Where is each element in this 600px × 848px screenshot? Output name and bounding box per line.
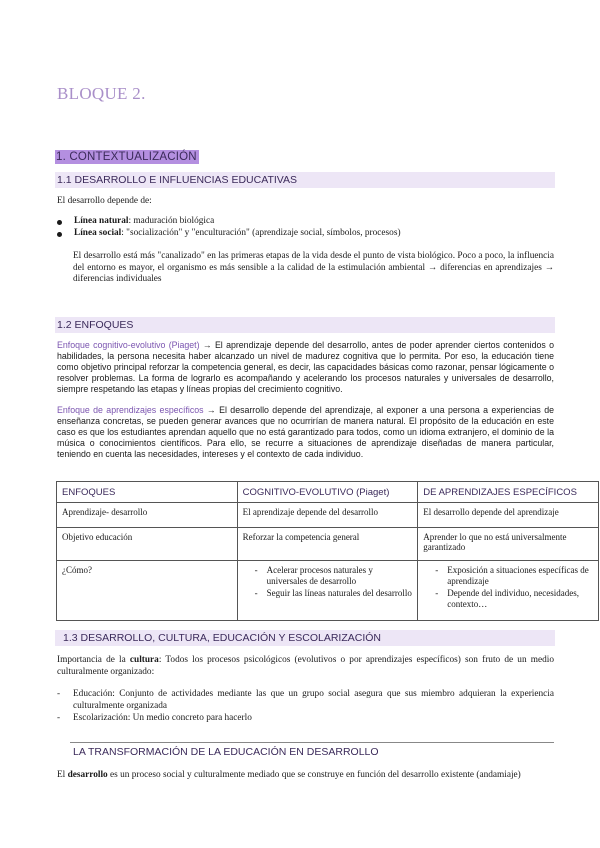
list-item: - Acelerar procesos naturales y universales de desarrollo — [255, 565, 413, 587]
dash-item-text: Educación: Conjunto de actividades mediante las que un grupo social asegura que sus miembro adquieran la experiencia culturalmente organizada — [73, 689, 554, 711]
bullet-item — [57, 216, 577, 228]
table-cell — [418, 561, 599, 621]
comparison-table — [56, 481, 599, 621]
list-item: - Depende del individuo, necesidades, contexto… — [435, 588, 593, 610]
table-row — [57, 528, 599, 561]
como-list-especificos — [423, 565, 593, 610]
subsection-band-1-3 — [55, 630, 555, 646]
subsection-heading-1-1: 1.1 DESARROLLO E INFLUENCIAS EDUCATIVAS — [57, 174, 298, 186]
page-title: BLOQUE 2. — [57, 84, 146, 103]
bullet-list — [57, 216, 577, 240]
bullet-term: Línea natural — [74, 216, 129, 226]
dash-item — [57, 689, 554, 712]
cultura-text: : Todos los procesos psicológicos (evolutivos o por aprendizajes específicos) son fruto de un medio culturalmente organizado: — [57, 655, 554, 677]
final-prefix: El — [57, 770, 68, 780]
list-item: - Seguir las líneas naturales del desarrollo — [255, 588, 413, 599]
subsection-band-1-1 — [55, 172, 555, 188]
list-item: - Exposición a situaciones específicas de aprendizaje — [435, 565, 593, 587]
bullet-text: : maduración biológica — [128, 216, 215, 226]
dash-bullet: - — [57, 689, 61, 699]
table-cell: Aprender lo que no está universalmente garantizado — [418, 528, 599, 561]
final-term: desarrollo — [67, 770, 108, 780]
depends-intro: El desarrollo depende de: — [57, 196, 152, 206]
dash-item-text: Escolarización: Un medio concreto para hacerlo — [73, 713, 252, 724]
subsection-band-1-2 — [55, 317, 555, 333]
table-header-cell: DE APRENDIZAJES ESPECÍFICOS — [418, 482, 599, 503]
enfoque-cognitivo-paragraph — [57, 340, 554, 395]
table-row — [57, 561, 599, 621]
enfoque-especificos-text: → El desarrollo depende del aprendizaje, al exponer a una persona a experiencias de enseñanza concretas, se pueden generar avances que no ocurrirían de manera natural. El propósito de la educación en este caso es que los estudiantes aprendan aquello que no está garantizado para todos, como un idioma extranjero, el dominio de la música o conocimientos científicos. Para ello, se recurre a situaciones de aprendizaje diseñadas de manera particular, teniendo en cuenta las necesidades, intereses y el contexto de cada individuo. — [57, 405, 554, 459]
table-header-cell: COGNITIVO-EVOLUTIVO (Piaget) — [237, 482, 418, 503]
table-header-row — [57, 482, 599, 503]
enfoque-especificos-paragraph — [57, 405, 554, 460]
table-row — [57, 503, 599, 528]
table-cell: Objetivo educación — [57, 528, 238, 561]
table-header-cell: ENFOQUES — [57, 482, 238, 503]
table-cell: El aprendizaje depende del desarrollo — [237, 503, 418, 528]
bullet-icon — [57, 220, 62, 225]
table-cell: El desarrollo depende del aprendizaje — [418, 503, 599, 528]
cultura-paragraph — [57, 655, 554, 678]
table-cell — [237, 561, 418, 621]
bullet-icon — [57, 232, 62, 237]
dash-list — [57, 689, 554, 725]
table-cell: Aprendizaje- desarrollo — [57, 503, 238, 528]
subsection-heading-1-2: 1.2 ENFOQUES — [57, 319, 134, 331]
dash-bullet: - — [57, 713, 61, 724]
cultura-term: cultura — [129, 655, 159, 665]
subsection-heading-1-3: 1.3 DESARROLLO, CULTURA, EDUCACIÓN Y ESCOLARIZACIÓN — [63, 632, 381, 644]
section-heading-contextualizacion: 1. CONTEXTUALIZACIÓN — [56, 151, 197, 163]
enfoque-especificos-label: Enfoque de aprendizajes específicos — [57, 405, 204, 415]
bullet-item — [57, 228, 577, 240]
final-paragraph — [57, 770, 554, 782]
como-list-cognitivo — [243, 565, 413, 599]
canalized-paragraph: El desarrollo está más "canalizado" en las primeras etapas de la vida desde el punto de vista biológico. Poco a poco, la influencia del entorno es mayor, el organismo es más sensible a la calidad de la estimulación ambiental → diferencias en aprendizajes → diferencias individuales — [73, 251, 554, 285]
table-cell: Reforzar la competencia general — [237, 528, 418, 561]
section-divider — [70, 742, 554, 743]
final-text: es un proceso social y culturalmente mediado que se construye en función del desarrollo existente (andamiaje) — [107, 770, 521, 780]
bullet-text: : "socialización" y "enculturación" (aprendizaje social, símbolos, procesos) — [121, 228, 401, 238]
table-cell: ¿Cómo? — [57, 561, 238, 621]
cultura-prefix: Importancia de la — [57, 655, 130, 665]
enfoque-cognitivo-label: Enfoque cognitivo-evolutivo (Piaget) — [57, 340, 200, 350]
enfoque-cognitivo-text: → El aprendizaje depende del desarrollo, antes de poder aprender ciertos contenidos o habilidades, la persona necesita haber alcanzado un nivel de madurez cognitiva que lo permita. Por eso, la educación tiene como objetivo principal reforzar la competencia general, es decir, las capacidades básicas como razonar, pensar lógicamente o resolver problemas. La forma de lograrlo es acompañando y acelerando los procesos naturales y universales de desarrollo, siempre respetando las etapas y líneas propias del crecimiento cognitivo. — [57, 340, 554, 394]
dash-item — [57, 713, 554, 725]
bullet-term: Línea social — [74, 228, 122, 238]
subsection-heading-transformacion: LA TRANSFORMACIÓN DE LA EDUCACIÓN EN DESARROLLO — [73, 746, 379, 758]
